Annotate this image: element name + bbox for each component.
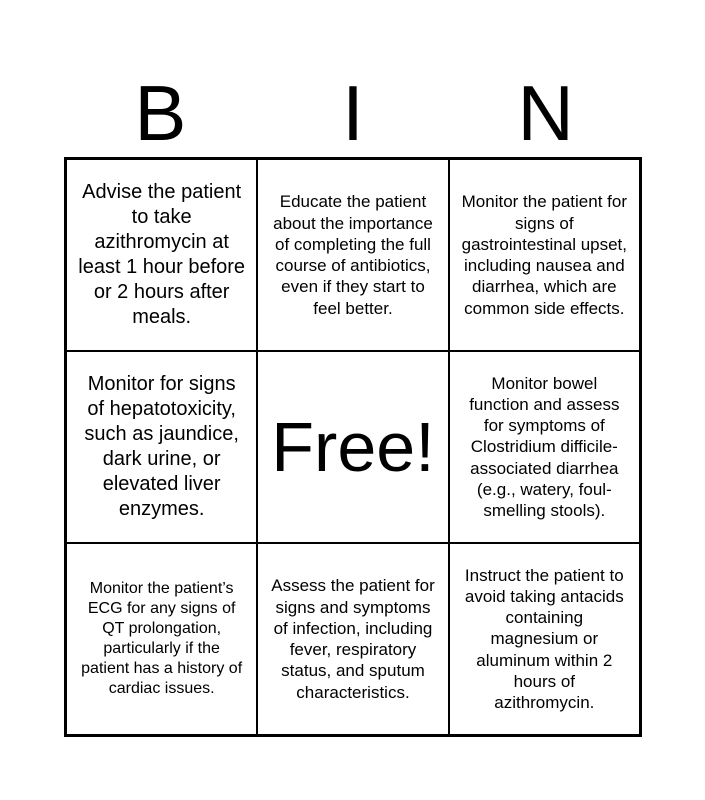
header-letter-i: I [342, 69, 364, 157]
bingo-header [64, 70, 642, 156]
bingo-cell-9[interactable] [449, 543, 640, 735]
bingo-cell-8[interactable] [257, 543, 448, 735]
bingo-cell-2[interactable] [257, 159, 448, 351]
header-letter-n: N [517, 69, 574, 157]
bingo-cell-1[interactable] [66, 159, 257, 351]
header-letter-b: B [134, 69, 187, 157]
cell-text: Monitor the patient’s ECG for any signs of QT prolongation, particularly if the patient has a history of cardiac issues. [81, 580, 243, 697]
bingo-cell-6[interactable] [449, 351, 640, 543]
cell-text: Assess the patient for signs and symptoms of infection, including fever, respiratory status, and sputum characteristics. [271, 576, 435, 702]
free-space-cell[interactable] [257, 351, 448, 543]
bingo-cell-3[interactable] [449, 159, 640, 351]
cell-text: Educate the patient about the importance of completing the full course of antibiotics, even if they start to feel better. [273, 192, 433, 318]
cell-text: Monitor the patient for signs of gastrointestinal upset, including nausea and diarrhea, which are common side effects. [461, 192, 628, 318]
bingo-cell-4[interactable] [66, 351, 257, 543]
bingo-grid [64, 157, 642, 737]
cell-text: Advise the patient to take azithromycin at least 1 hour before or 2 hours after meals. [78, 181, 246, 328]
bingo-cell-7[interactable] [66, 543, 257, 735]
cell-text: Monitor bowel function and assess for symptoms of Clostridium difficile-associated diarrhea (e.g., watery, foul-smelling stools). [469, 373, 620, 521]
free-space-label: Free! [271, 408, 435, 486]
cell-text: Instruct the patient to avoid taking antacids containing magnesium or aluminum within 2 hours of azithromycin. [464, 565, 624, 713]
cell-text: Monitor for signs of hepatotoxicity, such as jaundice, dark urine, or elevated liver enzymes. [84, 373, 239, 520]
